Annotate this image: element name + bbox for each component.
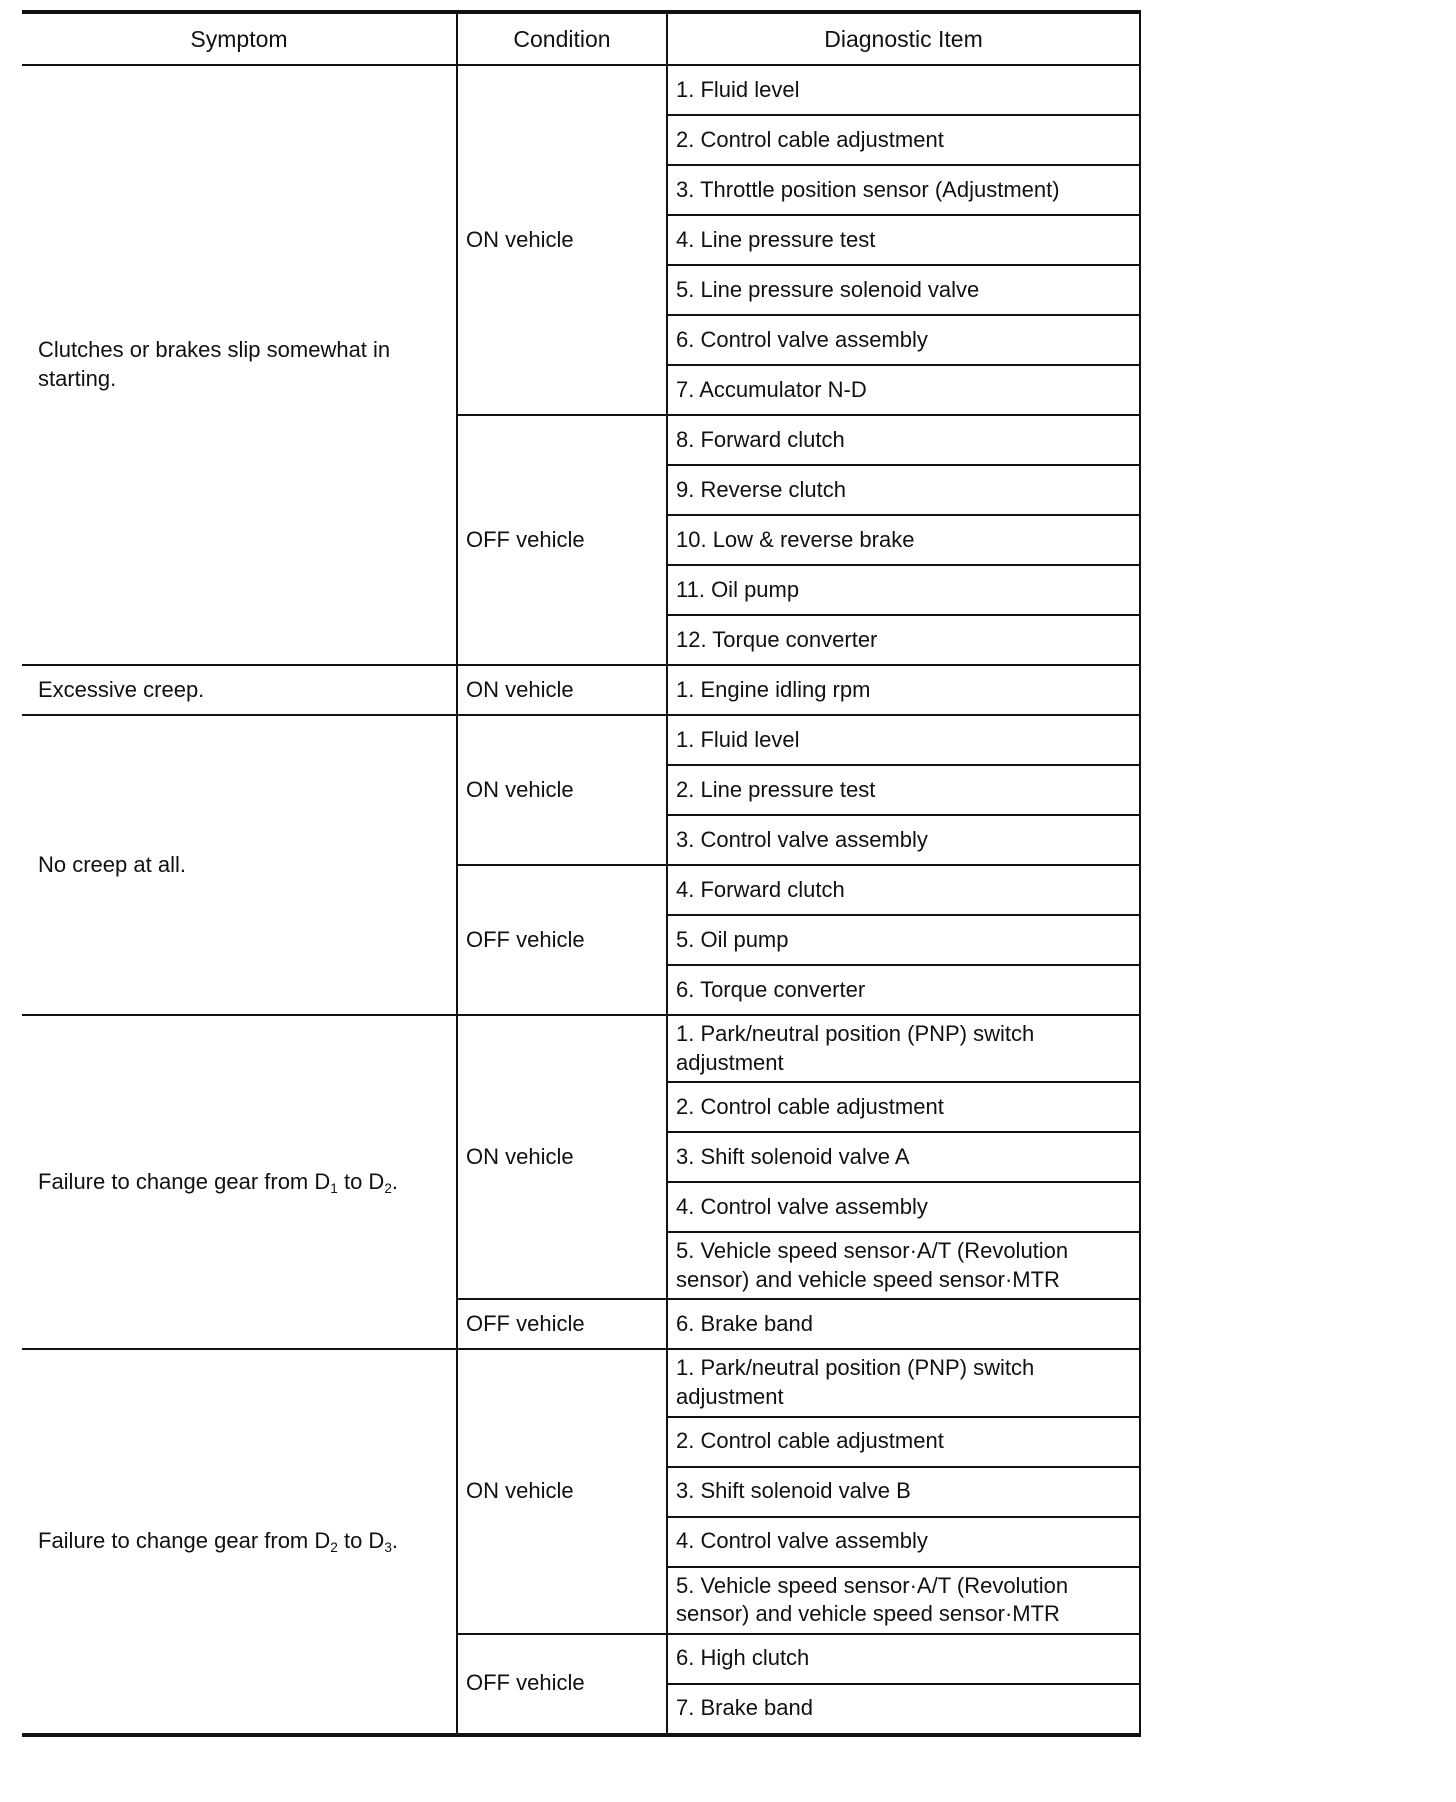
diagnostic-item: 2. Control cable adjustment (667, 115, 1140, 165)
table-row (22, 65, 1140, 115)
diagnostic-item: 5. Line pressure solenoid valve (667, 265, 1140, 315)
diagnostic-item: 9. Reverse clutch (667, 465, 1140, 515)
diagnostic-item: 7. Accumulator N-D (667, 365, 1140, 415)
symptom-cell: Excessive creep. (22, 665, 457, 715)
gear-subscript: 1 (330, 1180, 338, 1196)
diagnostic-item: 4. Line pressure test (667, 215, 1140, 265)
diagnostic-item: 12. Torque converter (667, 615, 1140, 665)
gear-subscript: 2 (330, 1540, 338, 1556)
condition-cell: ON vehicle (457, 65, 667, 415)
table-row (22, 715, 1140, 765)
gear-subscript: 3 (384, 1540, 392, 1556)
condition-cell: OFF vehicle (457, 1634, 667, 1735)
table-header-row (22, 12, 1140, 65)
diagnostic-item: 5. Oil pump (667, 915, 1140, 965)
symptom-text: . (391, 1528, 399, 1554)
diagnostic-item: 1. Fluid level (667, 715, 1140, 765)
header-diagnostic-item: Diagnostic Item (667, 12, 1140, 65)
diagnostic-item: 3. Shift solenoid valve A (667, 1132, 1140, 1182)
diagnostic-item: 11. Oil pump (667, 565, 1140, 615)
condition-cell: ON vehicle (457, 1349, 667, 1633)
diagnostic-item: 4. Forward clutch (667, 865, 1140, 915)
diagnostic-item: 2. Line pressure test (667, 765, 1140, 815)
diagnostic-item: 1. Fluid level (667, 65, 1140, 115)
diagnostic-item: 6. Torque converter (667, 965, 1140, 1015)
diagnostic-item: 8. Forward clutch (667, 415, 1140, 465)
symptom-text: to D (337, 1528, 385, 1554)
header-condition: Condition (457, 12, 667, 65)
condition-cell: OFF vehicle (457, 865, 667, 1015)
condition-cell: ON vehicle (457, 1015, 667, 1299)
diagnostic-item: 4. Control valve assembly (667, 1182, 1140, 1232)
condition-cell: OFF vehicle (457, 415, 667, 665)
diagnostic-item: 5. Vehicle speed sensor·A/T (Revolution sensor) and vehicle speed sensor·MTR (667, 1232, 1140, 1299)
symptom-cell (22, 1015, 457, 1349)
diagnostic-item: 2. Control cable adjustment (667, 1417, 1140, 1467)
diagnostic-item: 3. Control valve assembly (667, 815, 1140, 865)
symptom-cell: Clutches or brakes slip somewhat in starting. (38, 337, 391, 391)
diagnostic-item: 7. Brake band (667, 1684, 1140, 1735)
condition-cell: ON vehicle (457, 715, 667, 865)
gear-subscript: 2 (384, 1180, 392, 1196)
symptom-cell: No creep at all. (22, 715, 457, 1015)
diagnostic-item: 1. Park/neutral position (PNP) switch adjustment (667, 1015, 1140, 1082)
diagnostic-item: 6. High clutch (667, 1634, 1140, 1684)
condition-cell: ON vehicle (457, 665, 667, 715)
diagnostic-item: 3. Shift solenoid valve B (667, 1467, 1140, 1517)
symptom-text: . (391, 1168, 399, 1194)
diagnostic-item: 3. Throttle position sensor (Adjustment) (667, 165, 1140, 215)
symptom-text: to D (337, 1168, 385, 1194)
table-row (22, 665, 1140, 715)
diagnostic-item: 6. Control valve assembly (667, 315, 1140, 365)
diagnostic-item: 6. Brake band (667, 1299, 1140, 1349)
diagnostic-item: 1. Park/neutral position (PNP) switch adjustment (667, 1349, 1140, 1416)
condition-cell: OFF vehicle (457, 1299, 667, 1349)
symptom-cell (22, 1349, 457, 1734)
table-row (22, 1349, 1140, 1416)
diagnostic-item: 2. Control cable adjustment (667, 1082, 1140, 1132)
diagnostic-item: 5. Vehicle speed sensor·A/T (Revolution sensor) and vehicle speed sensor·MTR (667, 1567, 1140, 1634)
table-row (22, 1015, 1140, 1082)
symptom-text: Failure to change gear from D (38, 1528, 331, 1554)
diagnostic-item: 10. Low & reverse brake (667, 515, 1140, 565)
diagnostic-table (22, 10, 1141, 1737)
header-symptom: Symptom (22, 12, 457, 65)
symptom-text: Failure to change gear from D (38, 1168, 331, 1194)
diagnostic-item: 1. Engine idling rpm (667, 665, 1140, 715)
diagnostic-item: 4. Control valve assembly (667, 1517, 1140, 1567)
